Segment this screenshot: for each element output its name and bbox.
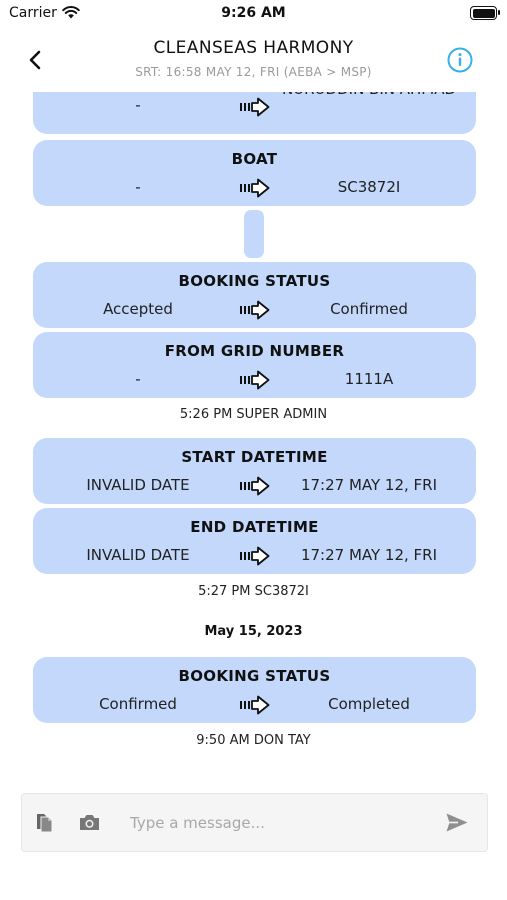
card-title: BOAT xyxy=(231,150,278,168)
log-meta: 5:27 PM SC3872I xyxy=(198,584,309,599)
info-circle-icon xyxy=(446,46,474,74)
page-title: CLEANSEAS HARMONY xyxy=(153,38,354,58)
camera-icon[interactable] xyxy=(78,813,101,832)
carrier-label: Carrier xyxy=(9,5,57,21)
card-title: BOOKING STATUS xyxy=(178,272,331,290)
new-value: SC3872I xyxy=(337,178,401,196)
card-title: BOOKING STATUS xyxy=(178,667,331,685)
nav-header xyxy=(0,28,507,92)
old-value: - xyxy=(135,178,141,196)
document-icon[interactable] xyxy=(34,812,56,834)
info-button[interactable] xyxy=(446,46,474,74)
new-value: 1111A xyxy=(344,370,394,388)
date-separator: May 15, 2023 xyxy=(204,624,303,639)
change-card-end-datetime xyxy=(33,508,476,574)
old-value: INVALID DATE xyxy=(86,476,190,494)
status-bar xyxy=(0,0,507,28)
new-value: Confirmed xyxy=(330,300,408,318)
log-meta: 5:26 PM SUPER ADMIN xyxy=(179,407,328,422)
card-title: START DATETIME xyxy=(181,448,328,466)
send-icon[interactable] xyxy=(445,812,469,833)
new-value: 17:27 MAY 12, FRI xyxy=(300,546,438,564)
old-value: Confirmed xyxy=(99,695,177,713)
activity-feed[interactable] xyxy=(0,92,507,772)
message-composer xyxy=(21,793,488,852)
change-card-grid-number xyxy=(33,332,476,398)
old-value: - xyxy=(135,370,141,388)
log-meta: 9:50 AM DON TAY xyxy=(196,733,311,748)
battery-icon xyxy=(470,6,497,20)
message-input[interactable] xyxy=(128,808,432,838)
change-card-boat xyxy=(33,140,476,206)
old-value: INVALID DATE xyxy=(86,546,190,564)
clock: 9:26 AM xyxy=(221,5,286,21)
right-arrow-icon xyxy=(239,97,270,117)
old-value: - xyxy=(135,96,141,114)
change-card-start-datetime xyxy=(33,438,476,504)
change-card-booking-status xyxy=(33,657,476,723)
card-title: FROM GRID NUMBER xyxy=(164,342,345,360)
new-value: 17:27 MAY 12, FRI xyxy=(300,476,438,494)
timeline-connector xyxy=(244,210,264,258)
new-value: Completed xyxy=(328,695,410,713)
change-card-booking-status xyxy=(33,262,476,328)
card-title: END DATETIME xyxy=(190,518,319,536)
page-subtitle: SRT: 16:58 MAY 12, FRI (AEBA > MSP) xyxy=(135,65,372,79)
old-value: Accepted xyxy=(103,300,173,318)
